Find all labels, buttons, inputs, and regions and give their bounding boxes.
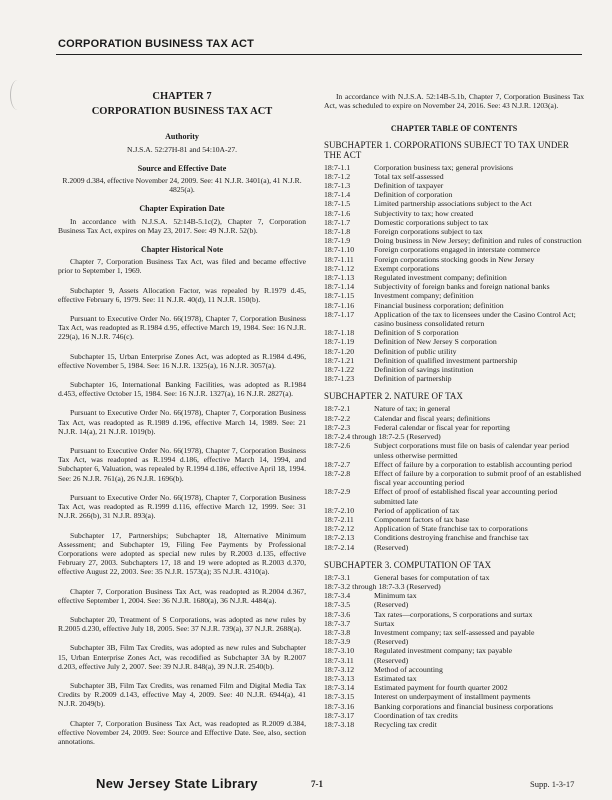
section-number: 18:7-1.23 xyxy=(324,374,355,384)
section-number: 18:7-1.4 xyxy=(324,190,351,200)
history-paragraph: Chapter 7, Corporation Business Tax Act, was filed and became effective prior to September 1, 1969. xyxy=(58,257,306,276)
section-number: 18:7-1.18 xyxy=(324,328,355,338)
toc-entry[interactable] xyxy=(324,683,584,692)
section-number: 18:7-1.2 xyxy=(324,171,351,181)
section-number: 18:7-1.13 xyxy=(324,273,355,283)
toc-entry[interactable] xyxy=(324,665,584,674)
section-number: 18:7-3.1 xyxy=(324,572,351,582)
left-column xyxy=(58,92,306,756)
chapter-title: CORPORATION BUSINESS TAX ACT xyxy=(91,106,273,118)
section-title: Interest on underpayment of installment payments xyxy=(374,692,531,702)
history-paragraph: Subchapter 16, International Banking Facilities, was adopted as R.1984 d.453, effective October 15, 1984. See: 16 N.J.R. 1327(a), 16 N.J.R. 2827(a). xyxy=(58,380,306,399)
section-number: 18:7-1.11 xyxy=(324,254,354,264)
toc-entry[interactable] xyxy=(324,674,584,683)
section-number: 18:7-2.7 xyxy=(324,459,351,469)
history-paragraph: Chapter 7, Corporation Business Tax Act, was readopted as R.2004 d.367, effective September 1, 2004. See: 36 N.J.R. 1680(a), 36 N.J.R. 4484(a). xyxy=(58,586,306,605)
toc-entry[interactable] xyxy=(324,702,584,711)
toc-entry[interactable] xyxy=(324,374,584,383)
section-number: 18:7-3.8 xyxy=(324,627,351,637)
section-title: Corporation business tax; general provisions xyxy=(374,162,514,172)
section-title: Minimum tax xyxy=(374,591,417,601)
section-title: Subjectivity of foreign banks and foreign national banks xyxy=(374,282,550,292)
section-title: Component factors of tax base xyxy=(374,514,470,524)
toc-entry[interactable] xyxy=(324,711,584,720)
toc-title: CHAPTER TABLE OF CONTENTS xyxy=(390,124,518,134)
section-number: 18:7-3.5 xyxy=(324,600,351,610)
section-number: 18:7-2.6 xyxy=(324,441,351,451)
section-number: 18:7-2.1 xyxy=(324,404,351,414)
section-number: 18:7-3.17 xyxy=(324,710,355,720)
section-title: Federal calendar or fiscal year for reporting xyxy=(374,422,510,432)
toc-entry[interactable] xyxy=(324,404,584,413)
section-number: 18:7-1.17 xyxy=(324,309,355,319)
toc-entry[interactable] xyxy=(324,432,584,441)
supplement-date: Supp. 1-3-17 xyxy=(530,779,575,789)
toc-entry[interactable] xyxy=(324,524,584,533)
toc-entry[interactable] xyxy=(324,356,584,365)
toc-entry[interactable] xyxy=(324,282,584,291)
section-number: 18:7-1.10 xyxy=(324,245,355,255)
running-header: CORPORATION BUSINESS TAX ACT xyxy=(58,38,255,50)
toc-entry[interactable] xyxy=(324,245,584,254)
toc-entry[interactable] xyxy=(324,610,584,619)
library-watermark: New Jersey State Library xyxy=(96,776,258,791)
section-title: Surtax xyxy=(374,618,395,628)
section-number: 18:7-1.9 xyxy=(324,236,351,246)
history-paragraph: Pursuant to Executive Order No. 66(1978), Chapter 7, Corporation Business Tax Act, was readopted as R.1989 d.196, effective March 14, 1989. See: 21 N.J.R. 14(a), 21 N.J.R. 1019(b). xyxy=(58,408,306,436)
toc-entry[interactable] xyxy=(324,533,584,542)
source-text: R.2009 d.384, effective November 24, 2009. See: 41 N.J.R. 3401(a), 41 N.J.R. 4825(a). xyxy=(62,176,302,195)
section-number: 18:7-1.22 xyxy=(324,365,355,375)
section-title: Regulated investment company; definition xyxy=(374,273,507,283)
section-title: Definition of taxpayer xyxy=(374,181,444,191)
section-title: 18:7-3.2 through 18:7-3.3 (Reserved) xyxy=(324,581,441,591)
toc-entry[interactable] xyxy=(324,236,584,245)
toc-entry[interactable] xyxy=(324,487,584,505)
section-number: 18:7-1.6 xyxy=(324,208,351,218)
section-number: 18:7-2.13 xyxy=(324,533,355,543)
toc-entry[interactable] xyxy=(324,656,584,665)
toc-entry[interactable] xyxy=(324,646,584,655)
right-column xyxy=(324,92,584,729)
section-title: Definition of S corporation xyxy=(374,328,459,338)
section-number: 18:7-2.12 xyxy=(324,524,355,534)
section-number: 18:7-2.9 xyxy=(324,487,351,497)
section-number: 18:7-1.14 xyxy=(324,282,355,292)
toc-entry[interactable] xyxy=(324,423,584,432)
section-number: 18:7-3.6 xyxy=(324,609,351,619)
section-title: Effect of failure by a corporation to submit proof of an established fiscal year accounting period xyxy=(374,468,582,488)
hole-punch-mark xyxy=(10,80,25,110)
section-title: Conditions destroying franchise and franchise tax xyxy=(374,533,529,543)
section-title: Nature of tax; in general xyxy=(374,404,451,414)
section-title: Foreign corporations subject to tax xyxy=(374,227,483,237)
history-paragraph: Chapter 7, Corporation Business Tax Act, was readopted as R.2009 d.384, effective November 24, 2009. See: Source and Effective Date. See, also, section annotations. xyxy=(58,718,306,746)
section-title: Foreign corporations engaged in interstate commerce xyxy=(374,245,541,255)
expiration-note: In accordance with N.J.S.A. 52:14B-5.1b, Chapter 7, Corporation Business Tax Act, was scheduled to expire on November 24, 2016. See: 43 N.J.R. 1203(a). xyxy=(324,92,584,111)
source-heading: Source and Effective Date xyxy=(137,163,227,173)
history-paragraph: Pursuant to Executive Order No. 66(1978), Chapter 7, Corporation Business Tax Act, was readopted as R.1994 d.186, effective March 14, 1994, and Subchapter 6, Valuation, was repealed by R.1994 d.186, effective April 18, 1994. See: 26 N.J.R. 761(a), 26 N.J.R. 1696(b). xyxy=(58,446,306,483)
toc-entry[interactable] xyxy=(324,347,584,356)
section-number: 18:7-1.21 xyxy=(324,355,355,365)
section-number: 18:7-2.10 xyxy=(324,505,355,515)
section-number: 18:7-3.13 xyxy=(324,673,355,683)
section-title: Doing business in New Jersey; definition and rules of construction xyxy=(374,236,582,246)
toc-entry[interactable] xyxy=(324,600,584,609)
toc-entry[interactable] xyxy=(324,163,584,172)
toc-entry[interactable] xyxy=(324,209,584,218)
history-paragraph: Pursuant to Executive Order No. 66(1978), Chapter 7, Corporation Business Tax Act, was readopted as R.1984 d.95, effective March 19, 1984. See: 16 N.J.R. 229(a), 16 N.J.R. 746(c). xyxy=(58,314,306,342)
subchapter-heading: SUBCHAPTER 2. NATURE OF TAX xyxy=(324,391,463,402)
toc-entry[interactable] xyxy=(324,469,584,487)
section-title: Subjectivity to tax; how created xyxy=(374,208,474,218)
section-title: Definition of corporation xyxy=(374,190,453,200)
section-number: 18:7-1.8 xyxy=(324,227,351,237)
toc-entry[interactable] xyxy=(324,291,584,300)
section-number: 18:7-3.11 xyxy=(324,655,354,665)
section-title: Calendar and fiscal years; definitions xyxy=(374,413,491,423)
section-number: 18:7-3.7 xyxy=(324,618,351,628)
section-title: (Reserved) xyxy=(374,655,409,665)
section-title: Coordination of tax credits xyxy=(374,710,458,720)
section-number: 18:7-1.7 xyxy=(324,217,351,227)
section-number: 18:7-2.2 xyxy=(324,413,351,423)
section-number: 18:7-1.19 xyxy=(324,337,355,347)
section-number: 18:7-1.16 xyxy=(324,300,355,310)
section-number: 18:7-3.12 xyxy=(324,664,355,674)
toc-entry[interactable] xyxy=(324,310,584,328)
table-of-contents xyxy=(324,140,584,730)
section-title: Definition of savings institution xyxy=(374,365,474,375)
section-title: Limited partnership associations subject to the Act xyxy=(374,199,532,209)
toc-entry[interactable] xyxy=(324,199,584,208)
section-title: Definition of New Jersey S corporation xyxy=(374,337,497,347)
section-title: Definition of qualified investment partnership xyxy=(374,355,518,365)
section-title: (Reserved) xyxy=(374,542,409,552)
toc-entry[interactable] xyxy=(324,301,584,310)
section-number: 18:7-2.11 xyxy=(324,514,354,524)
toc-entry[interactable] xyxy=(324,506,584,515)
history-paragraph: Subchapter 3B, Film Tax Credits, was adopted as new rules and Subchapter 15, Urban Enterprise Zones Act, was recodified as Subchapter 3A by R.2007 d.203, effective July 2, 2007. See: 39 N.J.R. 848(a), 39 N.J.R. 2540(b). xyxy=(58,643,306,671)
history-paragraph: Subchapter 20, Treatment of S Corporations, was adopted as new rules by R.2005 d.230, effective July 18, 2005. See: 37 N.J.R. 739(a), 37 N.J.R. 2688(a). xyxy=(58,614,306,634)
section-title: Tax rates—corporations, S corporations and surtax xyxy=(374,609,533,619)
toc-entry[interactable] xyxy=(324,328,584,337)
toc-entry[interactable] xyxy=(324,619,584,628)
history-paragraph: Subchapter 17, Partnerships; Subchapter 18, Alternative Minimum Assessment; and Subchapter 19, Filing Fee Payments by Professional Corporations were adopted as special new rules by R.2003 d.135, effective February 27, 2003. Subchapters 17, 18 and 19 were adopted as R.2003 d.370, effective August 22, 2003. See: 35 N.J.R. 1573(a); 35 N.J.R. 4310(a). xyxy=(58,530,306,577)
section-title: Estimated payment for fourth quarter 2002 xyxy=(374,683,508,693)
toc-entry[interactable] xyxy=(324,365,584,374)
section-title: Estimated tax xyxy=(374,673,417,683)
expiration-text: In accordance with N.J.S.A. 52:14B-5.1c(2), Chapter 7, Corporation Business Tax Act, expires on May 23, 2017. See: 49 N.J.R. 52(b). xyxy=(58,216,306,235)
section-title: Recycling tax credit xyxy=(374,719,437,729)
section-title: Application of State franchise tax to corporations xyxy=(374,524,528,534)
section-title: Banking corporations and financial business corporations xyxy=(374,701,554,711)
section-number: 18:7-1.20 xyxy=(324,346,355,356)
section-number: 18:7-3.18 xyxy=(324,719,355,729)
section-title: Foreign corporations stocking goods in New Jersey xyxy=(374,254,535,264)
section-title: (Reserved) xyxy=(374,637,409,647)
section-title: Investment company; definition xyxy=(374,291,474,301)
expiration-heading: Chapter Expiration Date xyxy=(139,204,225,214)
section-number: 18:7-1.12 xyxy=(324,263,355,273)
section-number: 18:7-1.1 xyxy=(324,162,351,172)
toc-entry[interactable] xyxy=(324,264,584,273)
section-title: General bases for computation of tax xyxy=(374,572,490,582)
section-number: 18:7-3.15 xyxy=(324,692,355,702)
history-paragraph: Subchapter 15, Urban Enterprise Zones Act, was adopted as R.1984 d.496, effective November 5, 1984. See: 16 N.J.R. 1325(a), 16 N.J.R. 3057(a). xyxy=(58,351,306,370)
toc-entry[interactable] xyxy=(324,573,584,582)
section-title: 18:7-2.4 through 18:7-2.5 (Reserved) xyxy=(324,432,441,442)
chapter-number: CHAPTER 7 xyxy=(152,91,212,102)
section-number: 18:7-1.5 xyxy=(324,199,351,209)
toc-entry[interactable] xyxy=(324,190,584,199)
section-number: 18:7-3.14 xyxy=(324,683,355,693)
section-number: 18:7-1.15 xyxy=(324,291,355,301)
subchapter-heading: SUBCHAPTER 1. CORPORATIONS SUBJECT TO TAX UNDER THE ACT xyxy=(324,139,569,160)
section-title: Total tax self-assessed xyxy=(374,171,444,181)
section-title: (Reserved) xyxy=(374,600,409,610)
section-title: Investment company; tax self-assessed and payable xyxy=(374,627,535,637)
toc-entry[interactable] xyxy=(324,628,584,637)
section-title: Definition of partnership xyxy=(374,374,452,384)
toc-entry[interactable] xyxy=(324,227,584,236)
toc-entry[interactable] xyxy=(324,591,584,600)
section-number: 18:7-3.16 xyxy=(324,701,355,711)
toc-entry[interactable] xyxy=(324,172,584,181)
section-title: Definition of public utility xyxy=(374,346,457,356)
section-number: 18:7-3.9 xyxy=(324,637,351,647)
toc-entry[interactable] xyxy=(324,218,584,227)
toc-entry[interactable] xyxy=(324,337,584,346)
toc-entry[interactable] xyxy=(324,692,584,701)
section-number: 18:7-2.8 xyxy=(324,468,351,478)
history-notes xyxy=(58,257,306,746)
section-number: 18:7-1.3 xyxy=(324,181,351,191)
section-title: Financial business corporation; definition xyxy=(374,300,504,310)
toc-entry[interactable] xyxy=(324,255,584,264)
section-title: Effect of proof of established fiscal year accounting period submitted late xyxy=(374,487,558,506)
section-title: Regulated investment company; tax payable xyxy=(374,646,513,656)
subchapter-heading: SUBCHAPTER 3. COMPUTATION OF TAX xyxy=(324,559,492,570)
section-title: Method of accounting xyxy=(374,664,443,674)
toc-entry[interactable] xyxy=(324,460,584,469)
section-title: Domestic corporations subject to tax xyxy=(374,217,489,227)
section-number: 18:7-3.4 xyxy=(324,591,351,601)
toc-entry[interactable] xyxy=(324,637,584,646)
toc-entry[interactable] xyxy=(324,181,584,190)
toc-entry[interactable] xyxy=(324,543,584,552)
toc-entry[interactable] xyxy=(324,582,584,591)
section-number: 18:7-2.14 xyxy=(324,542,355,552)
toc-entry[interactable] xyxy=(324,273,584,282)
section-title: Subject corporations must file on basis of calendar year period unless otherwise permitted xyxy=(374,441,570,460)
section-title: Period of application of tax xyxy=(374,505,460,515)
toc-entry[interactable] xyxy=(324,414,584,423)
toc-entry[interactable] xyxy=(324,720,584,729)
page-number: 7-1 xyxy=(311,779,323,789)
section-title: Application of the tax to licensees under the Casino Control Act; casino business consolidated return xyxy=(374,309,576,329)
history-paragraph: Subchapter 9, Assets Allocation Factor, was repealed by R.1979 d.45, effective February 6, 1979. See: 11 N.J.R. 40(d), 11 N.J.R. 150(b). xyxy=(58,285,306,304)
history-paragraph: Pursuant to Executive Order No. 66(1978), Chapter 7, Corporation Business Tax Act, was readopted as R.1999 d.116, effective March 12, 1999. See: 31 N.J.R. 266(b), 31 N.J.R. 893(a). xyxy=(58,492,306,521)
section-number: 18:7-2.3 xyxy=(324,422,351,432)
history-paragraph: Subchapter 3B, Film Tax Credits, was renamed Film and Digital Media Tax Credits by R.2009 d.143, effective May 4, 2009. See: 40 N.J.R. 6944(a), 41 N.J.R. 2049(b). xyxy=(58,680,306,709)
section-title: Effect of failure by a corporation to establish accounting period xyxy=(374,459,572,469)
header-rule xyxy=(56,54,582,55)
section-title: Exempt corporations xyxy=(374,263,440,273)
section-number: 18:7-3.10 xyxy=(324,646,355,656)
toc-entry[interactable] xyxy=(324,441,584,459)
history-heading: Chapter Historical Note xyxy=(140,245,224,255)
authority-text: N.J.S.A. 52:27H-81 and 54:10A-27. xyxy=(126,144,238,154)
authority-heading: Authority xyxy=(165,132,199,142)
toc-entry[interactable] xyxy=(324,515,584,524)
